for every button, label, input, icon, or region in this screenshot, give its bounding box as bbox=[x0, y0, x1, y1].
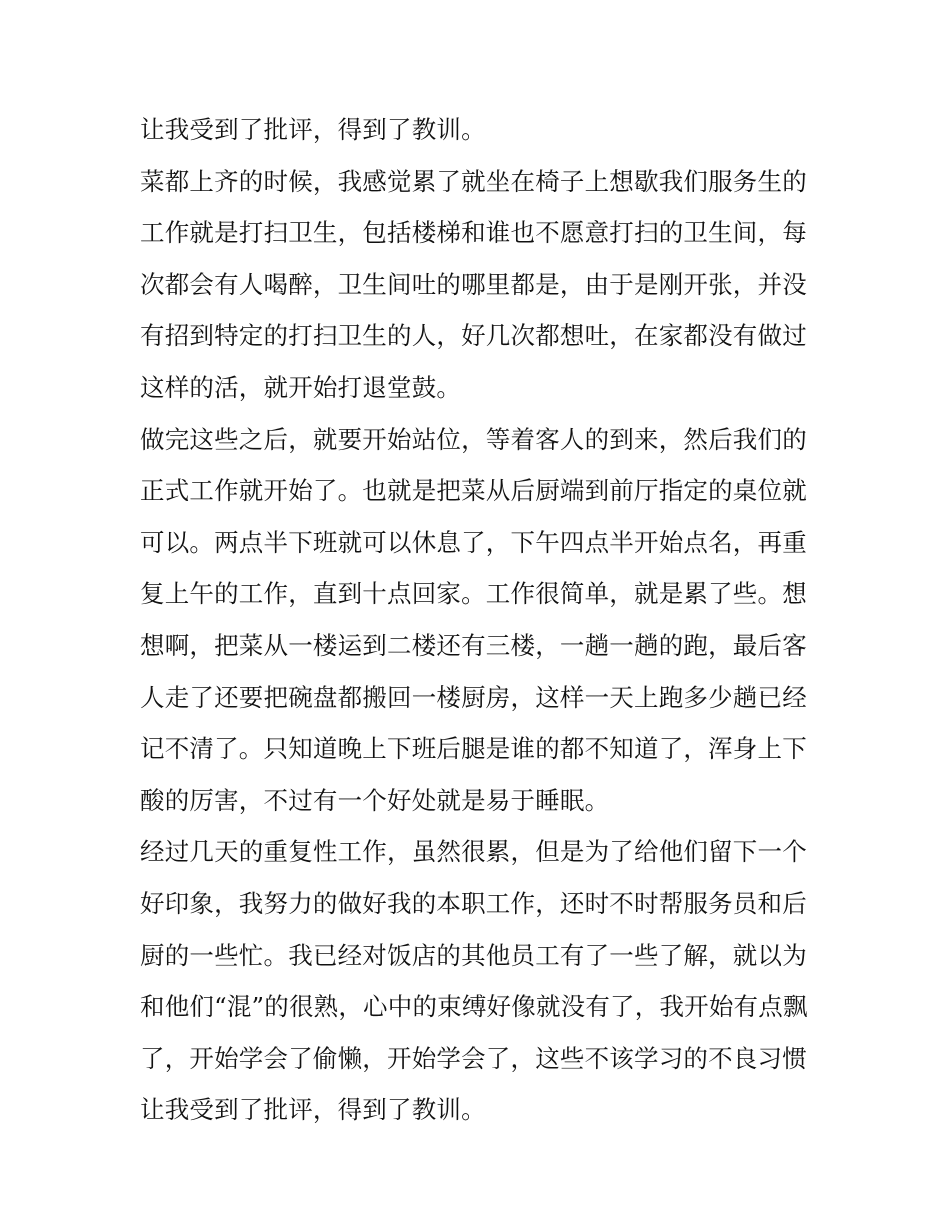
text-line: 正式工作就开始了。也就是把菜从后厨端到前厅指定的桌位就 bbox=[140, 476, 807, 506]
text-line: 可以。两点半下班就可以休息了，下午四点半开始点名，再重 bbox=[140, 527, 807, 557]
text-line: 让我受到了批评，得到了教训。 bbox=[140, 115, 486, 144]
text-line: 工作就是打扫卫生，包括楼梯和谁也不愿意打扫的卫生间，每 bbox=[140, 218, 807, 248]
text-line: 和他们“混”的很熟，心中的束缚好像就没有了，我开始有点飘 bbox=[140, 992, 808, 1022]
text-line: 记不清了。只知道晚上下班后腿是谁的都不知道了，浑身上下 bbox=[140, 734, 807, 764]
text-line: 菜都上齐的时候，我感觉累了就坐在椅子上想歇我们服务生的 bbox=[140, 166, 807, 196]
text-line: 厨的一些忙。我已经对饭店的其他员工有了一些了解，就以为 bbox=[140, 940, 807, 970]
document-body bbox=[140, 104, 830, 1136]
text-line: 次都会有人喝醉，卫生间吐的哪里都是，由于是刚开张，并没 bbox=[140, 269, 807, 299]
text-line: 做完这些之后，就要开始站位，等着客人的到来，然后我们的 bbox=[140, 424, 807, 454]
text-line: 酸的厉害，不过有一个好处就是易于睡眠。 bbox=[140, 785, 610, 815]
text-line: 人走了还要把碗盘都搬回一楼厨房，这样一天上跑多少趟已经 bbox=[140, 682, 807, 712]
text-line: 经过几天的重复性工作，虽然很累，但是为了给他们留下一个 bbox=[140, 837, 807, 867]
text-line: 复上午的工作，直到十点回家。工作很简单，就是累了些。想 bbox=[140, 579, 807, 609]
text-line: 了，开始学会了偷懒，开始学会了，这些不该学习的不良习惯 bbox=[140, 1043, 807, 1073]
text-line: 这样的活，就开始打退堂鼓。 bbox=[140, 372, 462, 402]
text-line: 想啊，把菜从一楼运到二楼还有三楼，一趟一趟的跑，最后客 bbox=[140, 630, 807, 660]
text-line: 有招到特定的打扫卫生的人，好几次都想吐，在家都没有做过 bbox=[140, 321, 807, 351]
text-line: 好印象，我努力的做好我的本职工作，还时不时帮服务员和后 bbox=[140, 888, 807, 918]
text-line: 让我受到了批评，得到了教训。 bbox=[140, 1095, 486, 1125]
